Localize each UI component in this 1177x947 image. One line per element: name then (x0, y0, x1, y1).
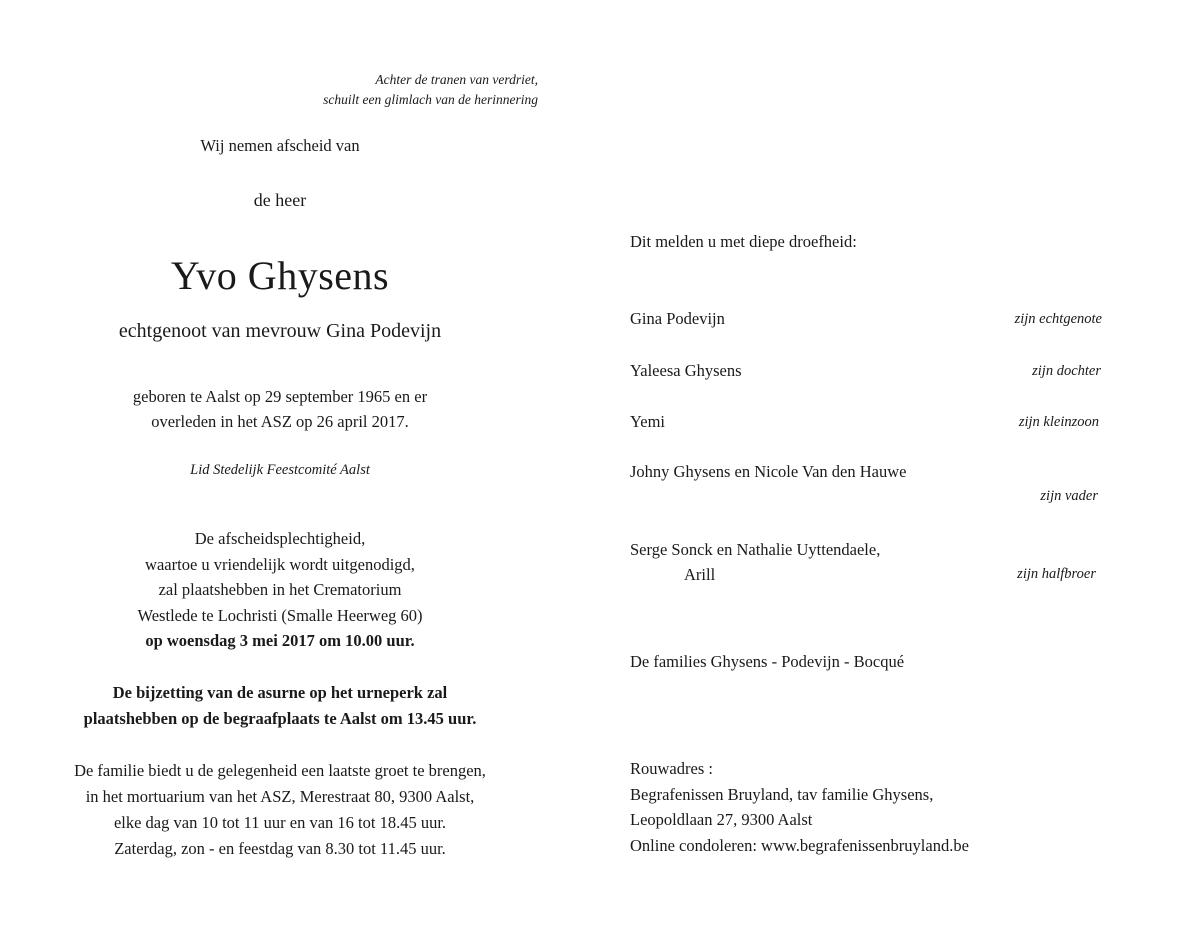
burial-info (40, 680, 520, 731)
death-line: overleden in het ASZ op 26 april 2017. (151, 412, 409, 431)
mourner-name: Gina Podevijn (630, 309, 725, 328)
mourner-relation: zijn dochter (1032, 363, 1101, 379)
epigraph-quote (290, 70, 538, 110)
online-condolences: Online condoleren: www.begrafenissenbruyland.be (630, 835, 969, 855)
ceremony-line-4: Westlede te Lochristi (Smalle Heerweg 60) (137, 605, 423, 625)
mourner-name: Yemi (630, 412, 666, 431)
ceremony-line-3: zal plaatshebben in het Crematorium (158, 580, 402, 599)
birth-death-info (60, 384, 500, 434)
membership-line: Lid Stedelijk Feestcomité Aalst (190, 462, 370, 478)
mourner-name: Serge Sonck en Nathalie Uyttendaele, (630, 540, 881, 559)
mortuary-line-4: Zaterdag, zon - en feestdag van 8.30 tot 11.45 uur. (114, 839, 446, 858)
ceremony-date: op woensdag 3 mei 2017 om 10.00 uur. (145, 631, 415, 650)
quote-line-1: Achter de tranen van verdriet, (375, 72, 538, 87)
mortuary-line-3: elke dag van 10 tot 11 uur en van 16 tot 18.45 uur. (113, 813, 447, 832)
mourner-relation: zijn kleinzoon (1018, 414, 1099, 430)
mourner-name-2: Arill (684, 565, 716, 584)
mortuary-line-1: De familie biedt u de gelegenheid een laatste groet te brengen, (74, 761, 486, 780)
deceased-name: Yvo Ghysens (170, 253, 390, 298)
mourner-relation: zijn echtgenote (1014, 311, 1102, 327)
address-label: Rouwadres : (630, 759, 713, 778)
birth-line: geboren te Aalst op 29 september 1965 en er (132, 387, 428, 406)
mourner-relation: zijn halfbroer (1017, 566, 1096, 582)
ceremony-line-1: De afscheidsplechtigheid, (194, 529, 366, 548)
burial-line-2: plaatshebben op de begraafplaats te Aalst om 13.45 uur. (83, 708, 477, 728)
mourner-relation: zijn vader (1040, 488, 1098, 504)
announcement: Dit melden u met diepe droefheid: (630, 232, 857, 251)
mourner-name: Johny Ghysens en Nicole Van den Hauwe (630, 462, 907, 481)
burial-line-1: De bijzetting van de asurne op het urneperk zal (112, 683, 448, 702)
families-line: De families Ghysens - Podevijn - Bocqué (630, 652, 905, 671)
address-line-2: Leopoldlaan 27, 9300 Aalst (630, 810, 813, 829)
spouse-line: echtgenoot van mevrouw Gina Podevijn (118, 320, 442, 342)
mortuary-info (30, 758, 530, 862)
intro-text: Wij nemen afscheid van (200, 136, 360, 155)
ceremony-info (60, 526, 500, 654)
mortuary-line-2: in het mortuarium van het ASZ, Merestraat 80, 9300 Aalst, (85, 787, 475, 806)
quote-line-2: schuilt een glimlach van de herinnering (323, 92, 538, 107)
salutation: de heer (253, 190, 307, 210)
ceremony-line-2: waartoe u vriendelijk wordt uitgenodigd, (145, 554, 415, 574)
address-line-1: Begrafenissen Bruyland, tav familie Ghysens, (630, 784, 934, 804)
mourner-name: Yaleesa Ghysens (630, 361, 742, 380)
mourning-address (630, 756, 969, 858)
